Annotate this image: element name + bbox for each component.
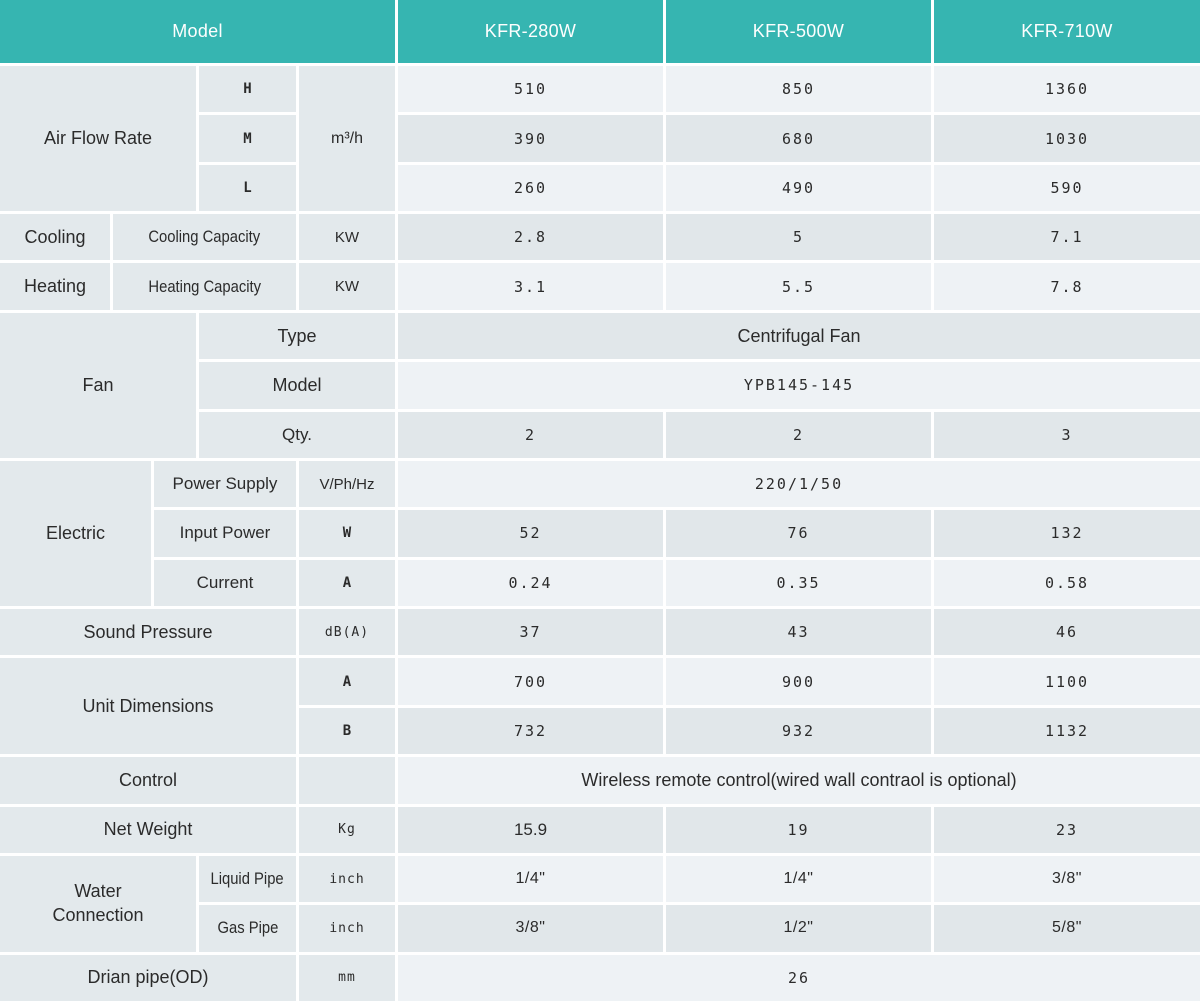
power-supply-label: Power Supply xyxy=(154,461,296,507)
fan-type-value: Centrifugal Fan xyxy=(398,313,1200,359)
dimension-a-value-500w: 900 xyxy=(666,658,931,704)
airflow-m-value-500w: 680 xyxy=(666,115,931,161)
heating-capacity-label: Heating Capacity xyxy=(113,263,296,309)
heating-value-280w: 3.1 xyxy=(398,263,663,309)
unit-dimensions-label: Unit Dimensions xyxy=(0,658,296,754)
airflow-l-value-500w: 490 xyxy=(666,165,931,211)
net-weight-unit: Kg xyxy=(299,807,395,853)
airflow-h-value-710w: 1360 xyxy=(934,66,1200,112)
heating-value-500w: 5.5 xyxy=(666,263,931,309)
fan-model-value: YPB145-145 xyxy=(398,362,1200,408)
sound-pressure-label: Sound Pressure xyxy=(0,609,296,655)
header-col-kfr-500w: KFR-500W xyxy=(666,0,931,63)
airflow-m-value-710w: 1030 xyxy=(934,115,1200,161)
cooling-label: Cooling xyxy=(0,214,110,260)
liquid-pipe-value-500w: 1/4" xyxy=(666,856,931,902)
control-value: Wireless remote control(wired wall contraol is optional) xyxy=(398,757,1200,803)
input-power-value-280w: 52 xyxy=(398,510,663,556)
drain-pipe-unit: mm xyxy=(299,955,395,1001)
heating-value-710w: 7.8 xyxy=(934,263,1200,309)
electric-label: Electric xyxy=(0,461,151,606)
liquid-pipe-value-710w: 3/8" xyxy=(934,856,1200,902)
heating-unit: KW xyxy=(299,263,395,309)
net-weight-value-500w: 19 xyxy=(666,807,931,853)
net-weight-value-280w: 15.9 xyxy=(398,807,663,853)
airflow-label: Air Flow Rate xyxy=(0,66,196,211)
airflow-l-value-710w: 590 xyxy=(934,165,1200,211)
sound-pressure-value-500w: 43 xyxy=(666,609,931,655)
gas-pipe-unit: inch xyxy=(299,905,395,951)
cooling-capacity-label: Cooling Capacity xyxy=(113,214,296,260)
liquid-pipe-label: Liquid Pipe xyxy=(199,856,296,902)
cooling-value-500w: 5 xyxy=(666,214,931,260)
cooling-value-280w: 2.8 xyxy=(398,214,663,260)
dimension-b-value-280w: 732 xyxy=(398,708,663,754)
net-weight-label: Net Weight xyxy=(0,807,296,853)
drain-pipe-label: Drian pipe(OD) xyxy=(0,955,296,1001)
gas-pipe-value-710w: 5/8" xyxy=(934,905,1200,951)
header-model-cell: Model xyxy=(0,0,395,63)
gas-pipe-value-500w: 1/2" xyxy=(666,905,931,951)
airflow-speed-l-label: L xyxy=(199,165,296,211)
input-power-label: Input Power xyxy=(154,510,296,556)
dimension-b-label: B xyxy=(299,708,395,754)
airflow-h-value-500w: 850 xyxy=(666,66,931,112)
input-power-value-710w: 132 xyxy=(934,510,1200,556)
input-power-value-500w: 76 xyxy=(666,510,931,556)
liquid-pipe-unit: inch xyxy=(299,856,395,902)
airflow-h-value-280w: 510 xyxy=(398,66,663,112)
airflow-speed-m-label: M xyxy=(199,115,296,161)
airflow-m-value-280w: 390 xyxy=(398,115,663,161)
dimension-a-value-280w: 700 xyxy=(398,658,663,704)
current-unit: A xyxy=(299,560,395,606)
liquid-pipe-value-280w: 1/4" xyxy=(398,856,663,902)
dimension-b-value-710w: 1132 xyxy=(934,708,1200,754)
power-supply-value: 220/1/50 xyxy=(398,461,1200,507)
heating-label: Heating xyxy=(0,263,110,309)
dimension-b-value-500w: 932 xyxy=(666,708,931,754)
gas-pipe-label: Gas Pipe xyxy=(199,905,296,951)
cooling-value-710w: 7.1 xyxy=(934,214,1200,260)
sound-pressure-value-710w: 46 xyxy=(934,609,1200,655)
input-power-unit: W xyxy=(299,510,395,556)
current-label: Current xyxy=(154,560,296,606)
control-unit-cell-empty xyxy=(299,757,395,803)
fan-qty-value-710w: 3 xyxy=(934,412,1200,458)
power-supply-unit: V/Ph/Hz xyxy=(299,461,395,507)
dimension-a-value-710w: 1100 xyxy=(934,658,1200,704)
gas-pipe-value-280w: 3/8" xyxy=(398,905,663,951)
header-col-kfr-710w: KFR-710W xyxy=(934,0,1200,63)
airflow-speed-h-label: H xyxy=(199,66,296,112)
airflow-unit: m³/h xyxy=(299,66,395,211)
fan-qty-value-280w: 2 xyxy=(398,412,663,458)
fan-model-label: Model xyxy=(199,362,395,408)
cooling-unit: KW xyxy=(299,214,395,260)
drain-pipe-value: 26 xyxy=(398,955,1200,1001)
fan-label: Fan xyxy=(0,313,196,458)
current-value-710w: 0.58 xyxy=(934,560,1200,606)
sound-pressure-unit: dB(A) xyxy=(299,609,395,655)
current-value-500w: 0.35 xyxy=(666,560,931,606)
net-weight-value-710w: 23 xyxy=(934,807,1200,853)
airflow-l-value-280w: 260 xyxy=(398,165,663,211)
water-connection-label: Water Connection xyxy=(0,856,196,952)
header-col-kfr-280w: KFR-280W xyxy=(398,0,663,63)
current-value-280w: 0.24 xyxy=(398,560,663,606)
sound-pressure-value-280w: 37 xyxy=(398,609,663,655)
fan-qty-label: Qty. xyxy=(199,412,395,458)
dimension-a-label: A xyxy=(299,658,395,704)
control-label: Control xyxy=(0,757,296,803)
fan-type-label: Type xyxy=(199,313,395,359)
fan-qty-value-500w: 2 xyxy=(666,412,931,458)
